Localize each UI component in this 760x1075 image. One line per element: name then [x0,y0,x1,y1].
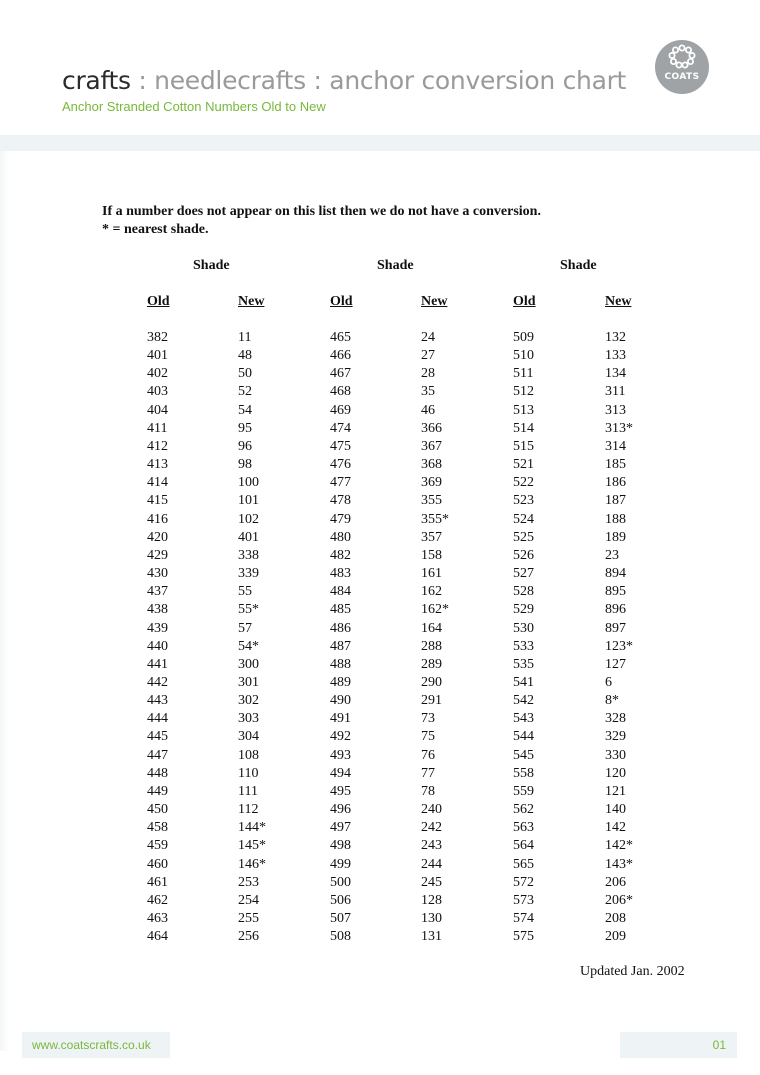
table-cell: 55 [238,584,252,600]
table-cell: 54 [238,402,252,418]
table-cell: 542 [513,693,534,709]
table-cell: 525 [513,529,534,545]
table-cell: 499 [330,856,351,872]
table-cell: 415 [147,493,168,509]
table-cell: 255 [238,911,259,926]
table-cell: 480 [330,529,351,545]
table-cell: 75 [421,729,435,745]
table-cell: 304 [238,729,259,745]
table-cell: 120 [605,765,626,781]
table-cell: 108 [238,747,259,763]
table-cell: 206* [605,892,633,908]
table-cell: 382 [147,330,168,345]
table-cell: 253 [238,874,259,890]
table-cell: 112 [238,802,259,818]
table-cell: 528 [513,584,534,600]
table-cell: 245 [421,874,442,890]
table-cell: 535 [513,656,534,672]
table-cell: 468 [330,384,351,400]
table-cell: 162 [421,584,442,600]
table-cell: 121 [605,783,626,799]
table-cell: 478 [330,493,351,509]
new-numbers-column [605,329,633,946]
table-cell: 515 [513,438,534,454]
table-cell: 475 [330,438,351,454]
shade-heading: Shade [377,258,414,273]
table-cell: 448 [147,765,168,781]
table-cell: 143* [605,856,633,872]
table-cell: 530 [513,620,534,636]
old-numbers-column [147,329,168,946]
table-cell: 414 [147,475,168,491]
table-cell: 186 [605,475,626,491]
table-cell: 447 [147,747,168,763]
table-cell: 256 [238,929,259,945]
table-cell: 6 [605,674,612,690]
table-cell: 493 [330,747,351,763]
table-cell: 512 [513,384,534,400]
table-cell: 466 [330,348,351,364]
table-cell: 482 [330,547,351,563]
page-number: 01 [712,1038,726,1052]
coats-logo [655,40,709,94]
table-cell: 498 [330,838,351,854]
table-cell: 469 [330,402,351,418]
table-cell: 509 [513,330,534,345]
table-cell: 485 [330,602,351,618]
table-cell: 439 [147,620,168,636]
table-cell: 477 [330,475,351,491]
table-cell: 98 [238,457,252,473]
page-subtitle: Anchor Stranded Cotton Numbers Old to New [62,99,326,114]
breadcrumb-crafts[interactable]: crafts [62,66,131,95]
table-cell: 368 [421,457,442,473]
table-cell: 450 [147,802,168,818]
table-cell: 243 [421,838,442,854]
table-cell: 449 [147,783,168,799]
table-cell: 522 [513,475,534,491]
table-cell: 479 [330,511,351,527]
table-cell: 164 [421,620,442,636]
table-cell: 490 [330,693,351,709]
table-cell: 314 [605,438,626,454]
table-cell: 494 [330,765,351,781]
table-cell: 8* [605,693,619,709]
table-cell: 458 [147,820,168,836]
table-cell: 303 [238,711,259,727]
table-cell: 28 [421,366,435,382]
table-cell: 443 [147,693,168,709]
logo-wordmark: COATS [664,72,700,82]
table-cell: 524 [513,511,534,527]
table-cell: 440 [147,638,168,654]
table-cell: 206 [605,874,626,890]
table-cell: 161 [421,566,442,582]
table-cell: 529 [513,602,534,618]
table-cell: 240 [421,802,442,818]
table-cell: 465 [330,330,351,345]
old-column-header: Old [147,294,170,309]
table-cell: 289 [421,656,442,672]
table-cell: 487 [330,638,351,654]
table-cell: 474 [330,420,351,436]
table-cell: 411 [147,420,168,436]
table-cell: 489 [330,674,351,690]
table-cell: 572 [513,874,534,890]
table-cell: 467 [330,366,351,382]
chain-ring-icon [655,40,709,94]
table-cell: 488 [330,656,351,672]
table-cell: 544 [513,729,534,745]
table-cell: 127 [605,656,626,672]
breadcrumb-path: : needlecrafts : anchor conversion chart [130,66,627,95]
updated-date: Updated Jan. 2002 [580,964,685,979]
table-cell: 464 [147,929,168,945]
table-cell: 144* [238,820,266,836]
table-cell: 441 [147,656,168,672]
table-cell: 420 [147,529,168,545]
table-cell: 483 [330,566,351,582]
table-cell: 533 [513,638,534,654]
table-cell: 123* [605,638,633,654]
table-cell: 413 [147,457,168,473]
footer-url-link[interactable]: www.coatscrafts.co.uk [32,1038,151,1052]
table-cell: 366 [421,420,442,436]
table-cell: 897 [605,620,626,636]
table-cell: 35 [421,384,435,400]
new-numbers-column [238,329,266,946]
table-cell: 563 [513,820,534,836]
table-cell: 484 [330,584,351,600]
table-cell: 523 [513,493,534,509]
conversion-note: If a number does not appear on this list then we do not have a conversion. [102,204,541,219]
new-column-header: New [238,294,265,309]
table-cell: 329 [605,729,626,745]
table-cell: 209 [605,929,626,945]
old-numbers-column [330,329,351,946]
table-cell: 575 [513,929,534,945]
table-cell: 142 [605,820,626,836]
table-cell: 486 [330,620,351,636]
table-cell: 355* [421,511,449,527]
table-cell: 574 [513,911,534,926]
table-cell: 442 [147,674,168,690]
table-cell: 491 [330,711,351,727]
table-cell: 445 [147,729,168,745]
table-cell: 508 [330,929,351,945]
footer-page-box [620,1032,737,1058]
table-cell: 543 [513,711,534,727]
table-cell: 416 [147,511,168,527]
table-cell: 130 [421,911,442,926]
table-cell: 369 [421,475,442,491]
table-cell: 132 [605,330,626,345]
table-cell: 208 [605,911,626,926]
table-cell: 328 [605,711,626,727]
table-cell: 460 [147,856,168,872]
table-cell: 338 [238,547,259,563]
table-cell: 401 [147,348,168,364]
table-cell: 492 [330,729,351,745]
table-cell: 541 [513,674,534,690]
table-cell: 521 [513,457,534,473]
old-column-header: Old [513,294,536,309]
table-cell: 73 [421,711,435,727]
table-cell: 11 [238,330,252,345]
old-column-header: Old [330,294,353,309]
table-cell: 78 [421,783,435,799]
table-cell: 50 [238,366,252,382]
new-column-header: New [605,294,632,309]
table-cell: 185 [605,457,626,473]
shade-heading: Shade [560,258,597,273]
table-cell: 357 [421,529,442,545]
footer-link-box [22,1032,170,1058]
table-cell: 401 [238,529,259,545]
table-cell: 506 [330,892,351,908]
table-cell: 511 [513,366,534,382]
table-cell: 507 [330,911,351,926]
table-cell: 301 [238,674,259,690]
table-cell: 526 [513,547,534,563]
table-cell: 429 [147,547,168,563]
table-cell: 313* [605,420,633,436]
table-cell: 444 [147,711,168,727]
table-cell: 142* [605,838,633,854]
table-cell: 27 [421,348,435,364]
table-cell: 437 [147,584,168,600]
table-cell: 134 [605,366,626,382]
header-band [0,135,760,151]
table-cell: 562 [513,802,534,818]
table-cell: 565 [513,856,534,872]
table-cell: 311 [605,384,626,400]
table-cell: 48 [238,348,252,364]
table-cell: 300 [238,656,259,672]
table-cell: 96 [238,438,252,454]
table-cell: 513 [513,402,534,418]
table-cell: 430 [147,566,168,582]
table-cell: 438 [147,602,168,618]
table-cell: 559 [513,783,534,799]
table-cell: 110 [238,765,259,781]
new-column-header: New [421,294,448,309]
table-cell: 189 [605,529,626,545]
table-cell: 291 [421,693,442,709]
table-cell: 896 [605,602,626,618]
table-cell: 111 [238,783,258,799]
table-cell: 402 [147,366,168,382]
table-cell: 242 [421,820,442,836]
table-cell: 355 [421,493,442,509]
table-cell: 500 [330,874,351,890]
table-cell: 496 [330,802,351,818]
shade-heading: Shade [193,258,230,273]
table-cell: 290 [421,674,442,690]
table-cell: 894 [605,566,626,582]
table-cell: 462 [147,892,168,908]
table-cell: 133 [605,348,626,364]
table-cell: 102 [238,511,259,527]
table-cell: 476 [330,457,351,473]
table-cell: 52 [238,384,252,400]
table-cell: 545 [513,747,534,763]
table-cell: 495 [330,783,351,799]
table-cell: 459 [147,838,168,854]
breadcrumb [62,66,626,95]
table-cell: 145* [238,838,266,854]
table-cell: 158 [421,547,442,563]
table-cell: 367 [421,438,442,454]
table-cell: 412 [147,438,168,454]
table-cell: 497 [330,820,351,836]
table-cell: 339 [238,566,259,582]
page-edge [0,151,10,1051]
table-cell: 244 [421,856,442,872]
table-cell: 187 [605,493,626,509]
table-cell: 463 [147,911,168,926]
table-cell: 188 [605,511,626,527]
table-cell: 24 [421,330,435,345]
table-cell: 564 [513,838,534,854]
table-cell: 573 [513,892,534,908]
table-cell: 288 [421,638,442,654]
table-cell: 57 [238,620,252,636]
table-cell: 254 [238,892,259,908]
table-cell: 302 [238,693,259,709]
table-cell: 162* [421,602,449,618]
table-cell: 403 [147,384,168,400]
table-cell: 128 [421,892,442,908]
table-cell: 146* [238,856,266,872]
table-cell: 54* [238,638,259,654]
table-cell: 46 [421,402,435,418]
table-cell: 404 [147,402,168,418]
table-cell: 55* [238,602,259,618]
nearest-shade-note: * = nearest shade. [102,222,209,237]
table-cell: 527 [513,566,534,582]
table-cell: 510 [513,348,534,364]
table-cell: 313 [605,402,626,418]
table-cell: 461 [147,874,168,890]
table-cell: 95 [238,420,252,436]
table-cell: 140 [605,802,626,818]
table-cell: 330 [605,747,626,763]
new-numbers-column [421,329,449,946]
table-cell: 23 [605,547,619,563]
table-cell: 131 [421,929,442,945]
table-cell: 514 [513,420,534,436]
table-cell: 558 [513,765,534,781]
table-cell: 77 [421,765,435,781]
table-cell: 101 [238,493,259,509]
table-cell: 76 [421,747,435,763]
table-cell: 100 [238,475,259,491]
old-numbers-column [513,329,534,946]
table-cell: 895 [605,584,626,600]
